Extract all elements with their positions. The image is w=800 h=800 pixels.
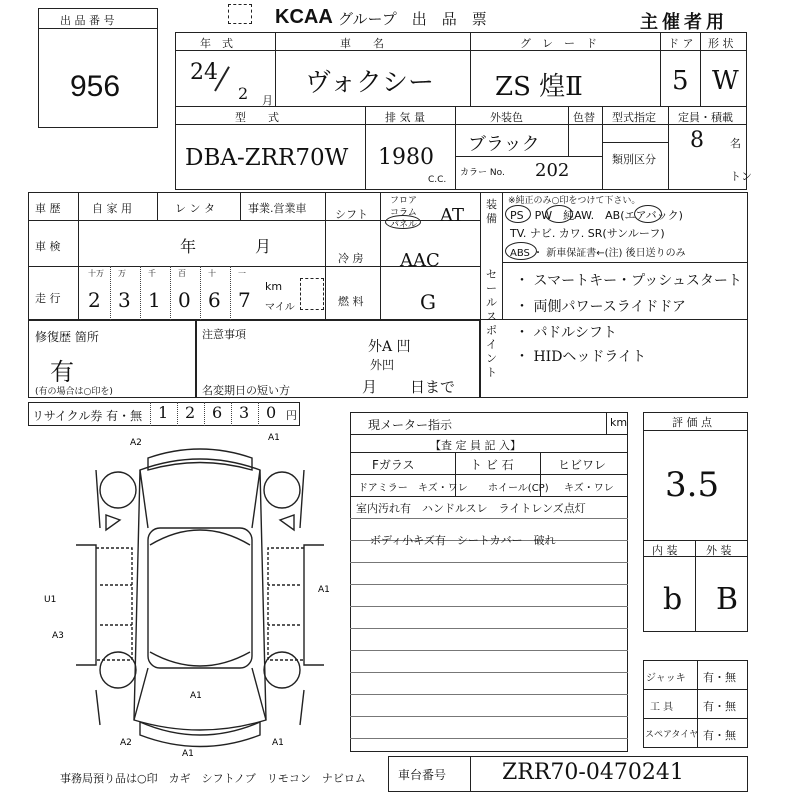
recycle-digit: 6: [212, 403, 223, 422]
history-option-commercial: 事業.営業車: [248, 202, 307, 215]
mileage-digit: 3: [118, 288, 131, 312]
notes-line-1: 外A 凹: [368, 339, 411, 355]
mirror-label: ドアミラー: [358, 483, 408, 494]
history-option-private: 自 家 用: [92, 202, 132, 215]
ab-circle: [634, 205, 662, 223]
recycle-digit: 2: [185, 403, 196, 422]
recycle-digit: 0: [266, 403, 277, 422]
spare-tire-label: スペアタイヤ: [645, 730, 699, 740]
color-label: 外装色: [490, 111, 523, 124]
score-label: 評 価 点: [672, 416, 712, 429]
deadline-day: 日まで: [410, 378, 456, 396]
mileage-digit: 2: [88, 288, 101, 312]
exterior-label: 外 装: [706, 544, 732, 557]
equipment-row-2: TV. ナビ. カワ. SR(サンルーフ): [510, 227, 665, 240]
mileage-unit-label: 百: [178, 269, 186, 278]
sales-point-2: ・ 両側パワースライドドア: [515, 299, 686, 315]
capacity-label: 定員・積載: [678, 111, 733, 124]
mile-box: [300, 278, 324, 310]
color-swap-label: 色替: [573, 111, 595, 124]
ac-value: AAC: [400, 250, 440, 271]
mark-a1-mid: A1: [318, 585, 330, 595]
shift-label: シフト: [335, 208, 368, 221]
color-no-value: 202: [535, 160, 570, 181]
inspection-label: 車 検: [35, 240, 61, 253]
mileage-unit-label: 千: [148, 269, 156, 278]
mark-a3: A3: [52, 631, 64, 641]
ps-circle: [505, 205, 531, 223]
car-name-label: 車 名: [340, 37, 384, 50]
remark-1: 室内汚れ有 ハンドルスレ ライトレンズ点灯: [356, 502, 586, 515]
capacity-value: 8: [690, 128, 704, 153]
logo: KCAA: [275, 6, 333, 28]
grade-value: ZS 煌Ⅱ: [495, 72, 583, 102]
grade-label: グ レ ー ド: [520, 37, 597, 50]
tools-value: 有・無: [703, 700, 736, 713]
history-option-rental: レ ン タ: [175, 202, 215, 215]
equipment-side-label: 装 備: [486, 198, 497, 225]
shift-circle: [385, 215, 421, 229]
sales-point-1: ・ スマートキー・プッシュスタート: [515, 273, 742, 289]
lot-number-label: 出 品 番 号: [60, 14, 115, 27]
sales-point-3: ・ パドルシフト: [515, 325, 617, 341]
equipment-note: ※純正のみ○印をつけて下さい。: [508, 196, 641, 206]
jack-value: 有・無: [703, 671, 736, 684]
glass-option-crack: ヒビワレ: [558, 458, 607, 472]
mileage-unit-label: 一: [238, 269, 246, 278]
mark-a1-bottom: A1: [190, 691, 202, 701]
displacement-value: 1980: [378, 145, 434, 170]
repair-label: 修復歴 箇所: [35, 330, 99, 344]
tools-label: 工 具: [650, 702, 674, 713]
category-label: 類別区分: [612, 153, 656, 166]
recycle-digit: 3: [239, 403, 250, 422]
equipment-row-1: PS PW 純AW. AB(エアバック): [510, 209, 683, 222]
deadline-label: 名変期日の短い方: [202, 384, 290, 397]
mileage-label: 走 行: [35, 292, 61, 305]
model-value: DBA-ZRR70W: [185, 145, 349, 171]
load-unit: トン: [730, 170, 752, 183]
color-no-label: カラー No.: [460, 168, 505, 178]
document-title: グループ 出 品 票: [338, 10, 487, 28]
sales-points-box: [480, 262, 748, 398]
mileage-digit: 0: [178, 288, 191, 312]
capacity-unit: 名: [730, 137, 741, 150]
displacement-label: 排 気 量: [385, 111, 425, 124]
mark-u1: U1: [44, 595, 57, 605]
shape-label: 形 状: [708, 37, 734, 50]
glass-option-chip: ト ビ 石: [470, 458, 514, 472]
recycle-unit: 円: [286, 409, 297, 422]
exterior-value: B: [716, 582, 739, 617]
deadline-month: 月: [362, 378, 378, 396]
mileage-digit: 7: [238, 288, 251, 312]
jack-label: ジャッキ: [646, 673, 686, 684]
sales-point-4: ・ HIDヘッドライト: [515, 349, 646, 365]
designation-label: 型式指定: [612, 111, 656, 124]
km-label: km: [265, 280, 283, 293]
month-value: 2: [238, 84, 249, 103]
mark-a1-bottom-right: A1: [272, 738, 284, 748]
notes-label: 注意事項: [202, 328, 246, 341]
abs-circle: [505, 242, 537, 260]
notes-line-2: 外凹: [370, 358, 395, 372]
sales-points-side-label: セールスポイント: [486, 268, 497, 379]
copy-label: 主催者用: [640, 12, 728, 33]
office-note: 事務局預り品は○印 カギ シフトノブ リモコン ナビロム: [60, 772, 366, 785]
meter-label: 現メーター指示: [368, 418, 453, 432]
year-label: 年 式: [200, 37, 233, 50]
fuel-value: G: [420, 290, 436, 314]
spare-tire-value: 有・無: [703, 729, 736, 742]
doors-label: ド ア: [668, 37, 694, 50]
stamp-box-1: [228, 4, 252, 24]
model-label: 型 式: [235, 111, 279, 124]
mark-a1-top-right: A1: [268, 433, 280, 443]
shape-value: W: [712, 66, 739, 96]
mark-a2-bottom-left: A2: [120, 738, 132, 748]
shift-option-floor: フロア: [390, 196, 418, 206]
shift-option-column: コラム: [390, 208, 417, 218]
chassis-value: ZRR70-0470241: [502, 760, 684, 785]
month-unit: 月: [262, 94, 273, 107]
wheel-label: ホイール(CP): [488, 483, 549, 494]
year-value: 24: [190, 60, 218, 85]
mark-a1-lower: A1: [182, 749, 194, 759]
shift-option-panel: パネル: [390, 220, 418, 230]
score-value: 3.5: [665, 465, 720, 505]
mileage-digit: 1: [148, 288, 161, 312]
mileage-unit-label: 万: [118, 269, 126, 278]
mile-label: マイル: [265, 302, 295, 313]
recycle-label: リサイクル券 有・無: [32, 409, 143, 423]
repair-note: (有の場合は○印を): [35, 387, 113, 397]
inspection-year: 年: [180, 237, 197, 256]
mark-a2-top: A2: [130, 438, 142, 448]
meter-unit: km: [610, 416, 628, 429]
cc-unit: C.C.: [428, 175, 447, 185]
history-label: 車 歴: [35, 202, 61, 215]
color-value: ブラック: [468, 134, 540, 155]
mirror-options: キズ・ワレ: [418, 483, 468, 494]
mileage-digit: 6: [208, 288, 221, 312]
recycle-digit: 1: [158, 403, 169, 422]
inspection-month: 月: [255, 237, 272, 256]
chassis-label: 車台番号: [398, 768, 447, 782]
mileage-unit-label: 十万: [88, 269, 104, 278]
remark-2: ボディ小キズ有 シートカバー 破れ: [370, 534, 556, 547]
ac-label: 冷 房: [338, 252, 364, 265]
shift-value: AT: [440, 205, 465, 226]
interior-label: 内 装: [652, 544, 678, 557]
interior-value: b: [663, 582, 683, 617]
mileage-unit-label: 十: [208, 269, 216, 278]
fuel-label: 燃 料: [338, 295, 364, 308]
pw-circle: [545, 205, 573, 223]
inspector-label: 【査 定 員 記 入】: [430, 439, 521, 452]
equipment-row-3: ABS ・ 新車保証書←(注) 後日送りのみ: [510, 248, 686, 259]
repair-value: 有: [50, 358, 74, 386]
car-name-value: ヴォクシー: [305, 68, 434, 98]
lot-number: 956: [70, 70, 121, 103]
doors-value: 5: [672, 66, 689, 96]
glass-label: Fガラス: [372, 458, 415, 472]
wheel-options: キズ・ワレ: [564, 483, 614, 494]
